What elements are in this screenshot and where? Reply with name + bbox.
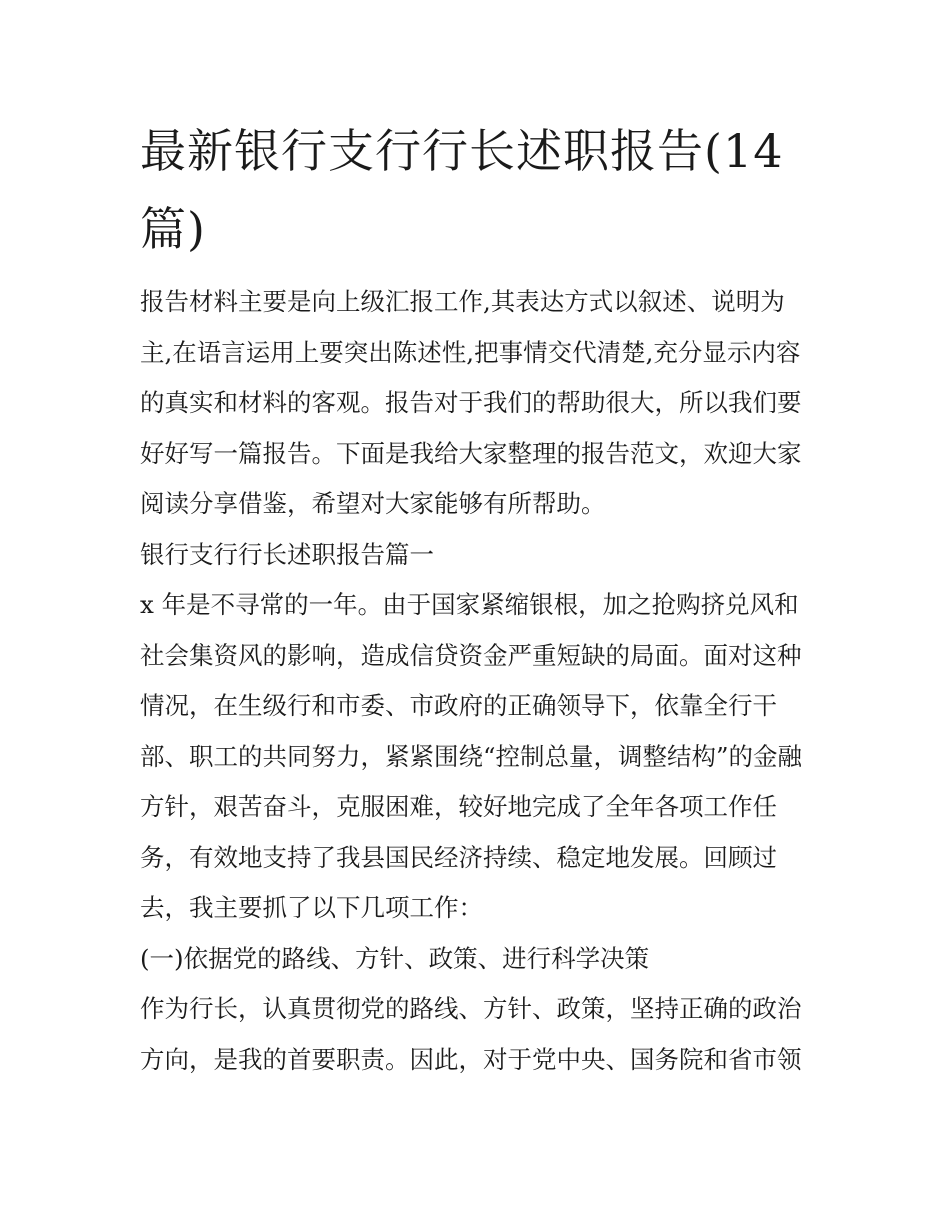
paragraph-line: 务，有效地支持了我县国民经济持续、稳定地发展。回顾过 [140,842,777,872]
intro-paragraph-line: 报告材料主要是向上级汇报工作,其表达方式以叙述、说明为 [140,287,785,316]
document-body [140,277,820,1085]
intro-paragraph-line: 好好写一篇报告。下面是我给大家整理的报告范文，欢迎大家 [140,438,802,468]
paragraph-line: 去，我主要抓了以下几项工作： [140,893,483,922]
intro-paragraph-line: 主,在语言运用上要突出陈述性,把事情交代清楚,充分显示内容 [140,337,801,367]
intro-paragraph-line: 阅读分享借鉴，希望对大家能够有所帮助。 [140,489,606,518]
paragraph-line: 部、职工的共同努力，紧紧围绕“控制总量，调整结构”的金融 [140,741,803,771]
intro-paragraph-line: 的真实和材料的客观。报告对于我们的帮助很大，所以我们要 [140,388,802,417]
subsection-heading: (一)依据党的路线、方针、政策、进行科学决策 [140,943,650,973]
paragraph-line: 社会集资风的影响，造成信贷资金严重短缺的局面。面对这种 [140,640,802,670]
document-title [140,112,820,268]
paragraph-line: x 年是不寻常的一年。由于国家紧缩银根，加之抢购挤兑风和 [140,590,799,619]
paragraph-line: 方向，是我的首要职责。因此，对于党中央、国务院和省市领 [140,1044,802,1074]
title-line: 篇) [140,202,206,256]
title-line: 最新银行支行行长述职报告(14 [140,124,784,178]
paragraph-line: 作为行长，认真贯彻党的路线、方针、政策，坚持正确的政治 [140,994,802,1023]
section-heading: 银行支行行长述职报告篇一 [140,539,434,569]
paragraph-line: 情况，在生级行和市委、市政府的正确领导下，依靠全行干 [140,691,777,720]
paragraph-line: 方针，艰苦奋斗，克服困难，较好地完成了全年各项工作任 [140,792,777,821]
